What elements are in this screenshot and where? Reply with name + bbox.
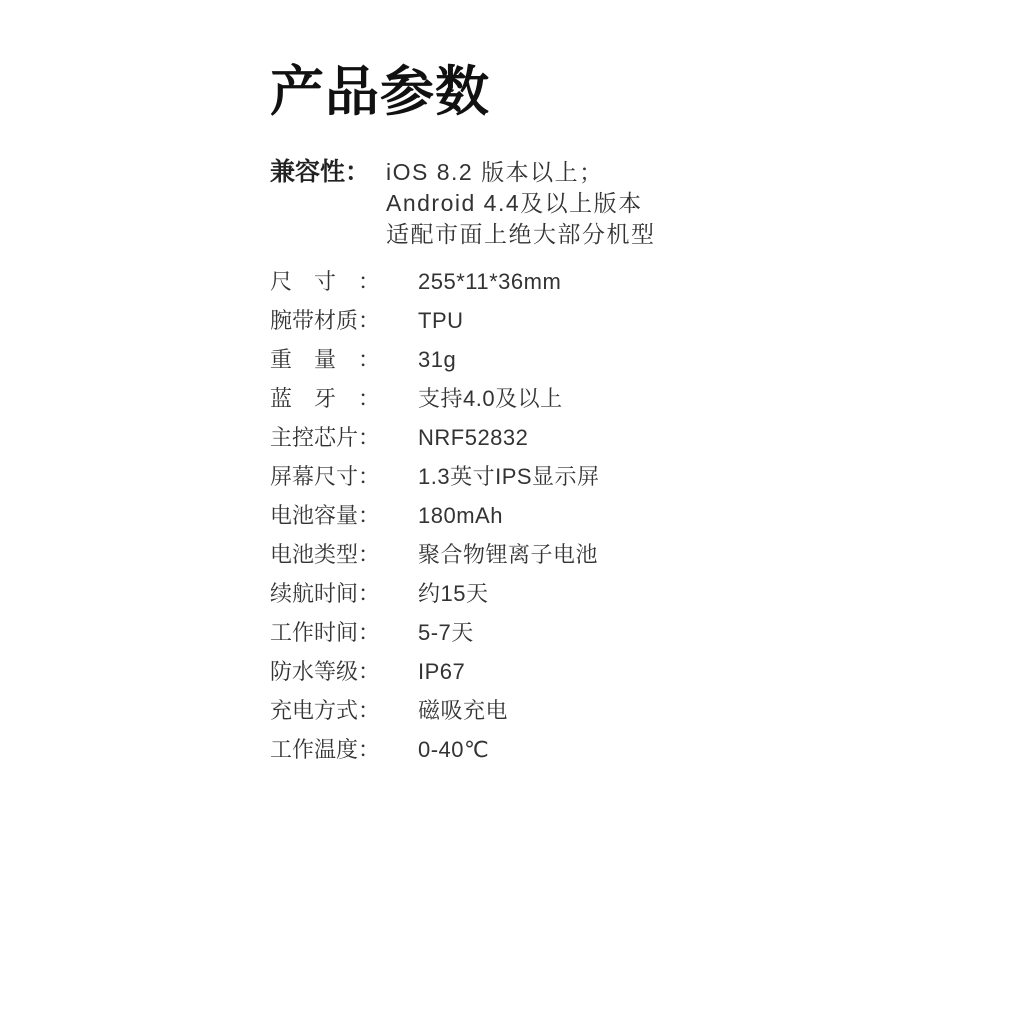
spec-value-multiline [386,157,656,250]
spec-row [270,613,870,652]
spec-value: 31g [418,347,457,373]
spec-row [270,262,870,301]
spec-value: 聚合物锂离子电池 [418,542,599,568]
spec-row [270,574,870,613]
spec-row [270,652,870,691]
spec-label: 工作温度： [270,737,381,763]
spec-row [270,418,870,457]
spec-label: 充电方式： [270,698,381,724]
spec-label: 电池容量： [270,503,381,529]
spec-row [270,457,870,496]
spec-value: TPU [418,308,464,334]
spec-row [270,730,870,769]
spec-label: 腕带材质： [270,308,381,334]
spec-row [270,535,870,574]
spec-row [270,340,870,379]
spec-value: 180mAh [418,503,503,529]
spec-list [270,262,870,769]
spec-label: 屏幕尺寸： [270,464,381,490]
spec-label: 工作时间： [270,620,381,646]
spec-row [270,379,870,418]
spec-value: NRF52832 [418,425,529,451]
spec-row-compatibility [270,157,870,250]
spec-label: 防水等级： [270,659,381,685]
spec-row [270,301,870,340]
spec-label: 兼容性： [270,158,371,187]
spec-label: 重 量 ： [270,347,381,373]
spec-value: 1.3英寸IPS显示屏 [418,464,600,490]
spec-label: 主控芯片： [270,425,381,451]
compatibility-line: iOS 8.2 版本以上； [386,159,604,186]
spec-value: 0-40℃ [418,737,490,763]
compatibility-line: 适配市面上绝大部分机型 [386,221,656,248]
spec-value: 支持4.0及以上 [418,386,563,412]
spec-label: 电池类型： [270,542,381,568]
spec-label: 尺 寸 ： [270,269,381,295]
spec-value: 255*11*36mm [418,269,562,295]
spec-label: 蓝 牙 ： [270,386,381,412]
spec-row [270,691,870,730]
spec-value: 磁吸充电 [418,698,509,724]
spec-value: IP67 [418,659,466,685]
spec-value: 5-7天 [418,620,474,646]
compatibility-line: Android 4.4及以上版本 [386,190,643,217]
spec-value: 约15天 [418,581,489,607]
spec-row [270,496,870,535]
spec-label: 续航时间： [270,581,381,607]
product-parameters-section [270,63,870,769]
page-title: 产品参数 [270,62,490,122]
